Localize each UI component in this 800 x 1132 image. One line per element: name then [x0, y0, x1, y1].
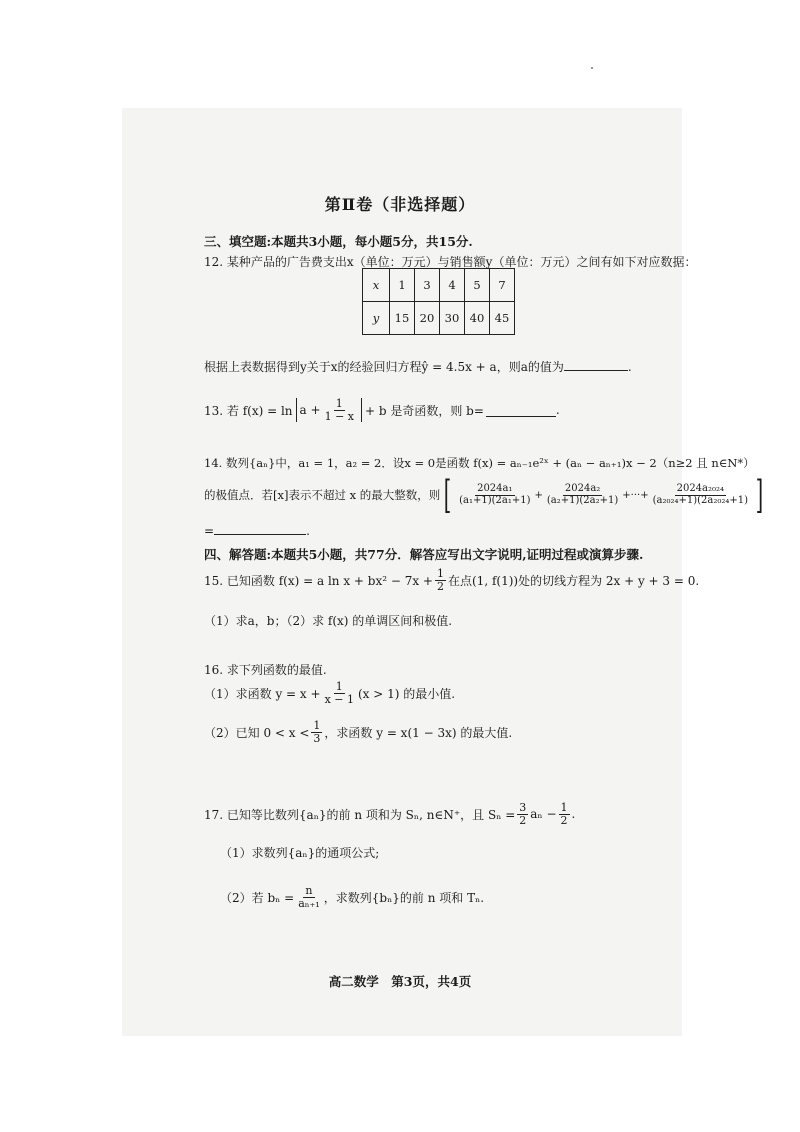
q14-right-bracket: ] — [755, 473, 764, 517]
q12-end: . — [627, 360, 632, 374]
table-cell: 45 — [490, 302, 515, 335]
table-cell: 30 — [440, 302, 465, 335]
q16-sub1 — [204, 681, 455, 705]
table-cell: 7 — [490, 269, 515, 302]
q14-end: . — [306, 524, 310, 538]
q12-stem: 12. 某种产品的广告费支出x（单位：万元）与销售额y（单位：万元）之间有如下对应数据： — [204, 255, 697, 269]
q12-after-text — [204, 358, 632, 375]
q17-sub2-post: ，求数列{bₙ}的前 n 项和 Tₙ. — [323, 890, 485, 905]
q13-frac-den: 1 − x — [324, 409, 354, 423]
q14-eq: = — [204, 524, 215, 538]
q16-sub1-pre: （1）求函数 y = x + — [204, 686, 321, 701]
q15-fraction — [435, 568, 446, 592]
q13-line — [204, 398, 560, 422]
q17-pre: 17. 已知等比数列{aₙ}的前 n 项和为 Sₙ, n∈N⁺，且 Sₙ = — [204, 807, 516, 822]
q17-f1-den: 2 — [519, 813, 527, 827]
q17-sub2-num: n — [305, 884, 313, 897]
q17-sub2-fraction — [296, 885, 322, 909]
q17-sub2-den: aₙ₊₁ — [298, 896, 320, 910]
q16-sub2-den: 3 — [313, 731, 321, 745]
q14-term-3 — [651, 484, 750, 506]
q13-answer-blank[interactable] — [486, 404, 556, 417]
q17-fraction-2 — [559, 802, 570, 826]
q17-end: . — [571, 807, 576, 822]
q14-sum — [455, 484, 752, 506]
page-footer: 高二数学 第3页，共4页 — [328, 974, 472, 989]
table-row-y — [363, 302, 515, 335]
table-cell: 1 — [390, 269, 415, 302]
q14-line2-pre: 的极值点．若[x]表示不超过 x 的最大整数，则 — [204, 488, 441, 502]
q13-fraction — [323, 398, 356, 422]
q14-t1-num: 2024a₁ — [477, 483, 513, 494]
q16-sub2-pre: （2）已知 0 < x < — [204, 725, 310, 740]
q16-sub1-post: (x > 1) 的最小值. — [357, 686, 456, 701]
q14-line2 — [204, 473, 767, 517]
q14-t3-den: (a₂₀₂₄+1)(2a₂₀₂₄+1) — [652, 494, 749, 506]
page-title: 第Ⅱ卷（非选择题） — [324, 195, 476, 214]
q14-answer-blank[interactable] — [214, 522, 306, 535]
q14-t2-num: 2024a₂ — [564, 483, 601, 494]
q15-sub: （1）求a，b；（2）求 f(x) 的单调区间和极值. — [204, 614, 453, 628]
q15-frac-den: 2 — [437, 579, 444, 593]
q12-regression-text: 根据上表数据得到y关于x的经验回归方程ŷ = 4.5x + a，则a的值为 — [204, 360, 564, 374]
q14-answer-line — [204, 522, 310, 538]
q16-sub2-post: ，求函数 y = x(1 − 3x) 的最大值. — [324, 725, 513, 740]
q13-abs-value — [296, 398, 362, 422]
q16-sub1-num: 1 — [335, 680, 343, 693]
table-cell: 4 — [440, 269, 465, 302]
q15-post: 在点(1, f(1))处的切线方程为 2x + y + 3 = 0. — [448, 573, 700, 588]
q13-post: + b 是奇函数，则 b= — [365, 403, 484, 418]
q12-answer-blank[interactable] — [564, 358, 628, 371]
q15-frac-num: 1 — [437, 567, 444, 580]
q13-abs-a: a + — [299, 403, 321, 418]
q16-sub2-num: 1 — [313, 719, 321, 732]
q14-left-bracket: [ — [443, 473, 452, 517]
q16-sub1-den: x − 1 — [324, 692, 354, 706]
table-row-x — [363, 269, 515, 302]
q16-sub1-fraction — [323, 681, 356, 705]
q16-sub2-fraction — [311, 720, 322, 744]
table-cell: 15 — [390, 302, 415, 335]
q12-data-table — [362, 268, 515, 335]
q17-sub1: （1）求数列{aₙ}的通项公式; — [220, 846, 380, 860]
q13-pre: 13. 若 f(x) = ln — [204, 403, 293, 418]
q14-line1: 14. 数列{aₙ}中，a₁ = 1，a₂ = 2．设x = 0是函数 f(x) = aₙ₋₁e²ˣ + (aₙ − aₙ₊₁)x − 2（n≥2 且 n∈N*） — [204, 456, 755, 470]
table-row-label-y: y — [363, 302, 390, 335]
section-4-heading: 四、解答题:本题共5小题，共77分．解答应写出文字说明,证明过程或演算步骤. — [204, 547, 644, 562]
q14-t3-num: 2024a₂₀₂₄ — [676, 483, 725, 494]
scan-speck — [591, 67, 593, 69]
section-3-heading: 三、填空题:本题共3小题，每小题5分，共15分. — [204, 234, 473, 249]
table-cell: 5 — [465, 269, 490, 302]
table-cell: 20 — [415, 302, 440, 335]
q14-plus: + — [534, 489, 543, 501]
q16-stem: 16. 求下列函数的最值. — [204, 663, 327, 677]
q15-pre: 15. 已知函数 f(x) = a ln x + bx² − 7x + — [204, 573, 433, 588]
q13-end: . — [555, 403, 560, 418]
q17-sub2-pre: （2）若 bₙ = — [220, 890, 295, 905]
q17-line — [204, 802, 575, 826]
q14-t2-den: (a₂+1)(2a₂+1) — [546, 494, 619, 506]
q14-term-1 — [457, 484, 532, 506]
q17-mid: aₙ − — [530, 807, 557, 822]
q15-line — [204, 568, 699, 592]
table-cell: 40 — [465, 302, 490, 335]
q14-dots: +···+ — [622, 489, 649, 501]
q17-sub2 — [220, 885, 484, 909]
q13-frac-num: 1 — [335, 397, 343, 410]
q14-term-2 — [545, 484, 620, 506]
table-row-label-x: x — [363, 269, 390, 302]
q17-f2-num: 1 — [560, 801, 568, 814]
q17-fraction-1 — [517, 802, 528, 826]
q17-f1-num: 3 — [519, 801, 527, 814]
q16-sub2 — [204, 720, 512, 744]
q14-t1-den: (a₁+1)(2a₁+1) — [459, 494, 531, 506]
q17-f2-den: 2 — [560, 813, 568, 827]
table-cell: 3 — [415, 269, 440, 302]
